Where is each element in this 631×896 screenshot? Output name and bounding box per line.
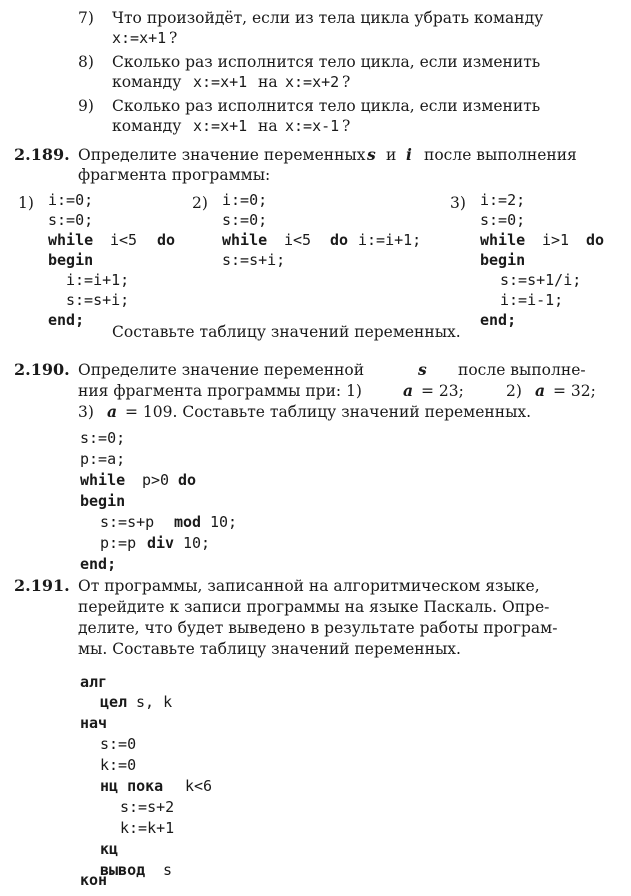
question-9-code-from: x:=x+1	[193, 117, 248, 135]
program-1-label: 1)	[18, 194, 34, 212]
task-2-189-line-2: фрагмента программы:	[78, 166, 271, 184]
program-3-end-keyword: end;	[480, 311, 517, 329]
question-9-word-to: на	[258, 117, 278, 135]
program-3-label: 3)	[450, 194, 466, 212]
task-2-191-line-3: делите, что будет выведено в результате работы програм-	[78, 619, 558, 637]
task-2-190-while-keyword: while	[80, 471, 126, 489]
task-2-190-value-1: = 23;	[421, 382, 464, 400]
task-2-190-label-3: 3)	[78, 403, 94, 421]
program-3-body-1: s:=s+1/i;	[500, 271, 582, 289]
program-1-body-2: s:=s+i;	[66, 291, 130, 309]
task-2-189-var-s: s	[367, 145, 376, 164]
program-3-body-2: i:=i-1;	[500, 291, 564, 309]
kc-keyword: кц	[100, 840, 119, 858]
question-9-word: команду	[112, 117, 182, 135]
program-3-begin-keyword: begin	[480, 251, 526, 269]
task-2-189-text-e: после выполнения	[424, 146, 577, 164]
cel-vars: s, k	[136, 693, 173, 711]
program-2-do-keyword: do	[330, 231, 349, 249]
task-2-190-var-a-2: a	[535, 381, 546, 400]
program-1-begin-keyword: begin	[48, 251, 94, 269]
program-3-while-keyword: while	[480, 231, 526, 249]
task-2-190-number: 2.190.	[14, 360, 70, 379]
program-1-do-keyword: do	[157, 231, 176, 249]
task-2-190-body-1a: s:=s+p	[100, 513, 155, 531]
question-7-mark: ?	[169, 29, 178, 47]
vyvod-argument: s	[163, 861, 173, 879]
task-2-190-body-2c: 10;	[183, 534, 211, 552]
program-2-while-keyword: while	[222, 231, 268, 249]
task-2-190-text-a: Определите значение переменной	[78, 361, 365, 379]
code-s-increment: s:=s+2	[120, 798, 175, 816]
task-2-190-body-1c: 10;	[210, 513, 238, 531]
task-2-190-do-keyword: do	[178, 471, 197, 489]
task-2-190-code-1: s:=0;	[80, 429, 126, 447]
nach-keyword: нач	[80, 714, 108, 732]
program-2-label: 2)	[192, 194, 208, 212]
program-1-body-1: i:=i+1;	[66, 271, 130, 289]
program-3-line-2: s:=0;	[480, 211, 526, 229]
program-2-while-body: i:=i+1;	[358, 231, 422, 249]
program-1-while-keyword: while	[48, 231, 94, 249]
program-2-after: s:=s+i;	[222, 251, 286, 269]
question-9-mark: ?	[342, 117, 351, 135]
question-9-code-to: x:=x-1	[285, 117, 340, 135]
vyvod-keyword: вывод	[100, 861, 146, 879]
task-2-190-text-l2a: ния фрагмента программы при: 1)	[78, 382, 362, 400]
question-8-line-1: Сколько раз исполнится тело цикла, если изменить	[112, 53, 541, 71]
program-1-line-1: i:=0;	[48, 191, 94, 209]
task-2-190-div-keyword: div	[147, 534, 175, 552]
code-k-increment: k:=k+1	[120, 819, 175, 837]
task-2-191-line-4: мы. Составьте таблицу значений переменных.	[78, 640, 461, 658]
code-k-init: k:=0	[100, 756, 137, 774]
program-3-do-keyword: do	[586, 231, 605, 249]
program-2-while-condition: i<5	[284, 231, 312, 249]
task-2-191-line-2: перейдите к записи программы на языке Паскаль. Опре-	[78, 598, 550, 616]
nc-condition: k<6	[185, 777, 213, 795]
question-9-number: 9)	[78, 97, 94, 115]
task-2-190-mod-keyword: mod	[174, 513, 202, 531]
program-2-line-1: i:=0;	[222, 191, 268, 209]
task-2-191-number: 2.191.	[14, 576, 70, 595]
task-2-189-var-i: i	[406, 145, 412, 164]
task-2-190-var-a-1: a	[403, 381, 414, 400]
task-2-189-text-and: и	[386, 146, 397, 164]
program-1-line-2: s:=0;	[48, 211, 94, 229]
question-8-code-from: x:=x+1	[193, 73, 248, 91]
task-2-189-footer: Составьте таблицу значений переменных.	[112, 323, 461, 341]
program-1-while-condition: i<5	[110, 231, 138, 249]
program-1-end-keyword: end;	[48, 311, 85, 329]
task-2-190-code-2: p:=a;	[80, 450, 126, 468]
task-2-189-number: 2.189.	[14, 145, 70, 164]
task-2-190-while-condition: p>0	[142, 471, 170, 489]
program-2-line-2: s:=0;	[222, 211, 268, 229]
question-8-word-to: на	[258, 73, 278, 91]
task-2-190-text-c: после выполне-	[458, 361, 586, 379]
alg-keyword: алг	[80, 673, 108, 691]
cel-keyword: цел	[100, 693, 128, 711]
task-2-190-begin-keyword: begin	[80, 492, 126, 510]
program-3-line-1: i:=2;	[480, 191, 526, 209]
task-2-190-label-2: 2)	[506, 382, 522, 400]
question-7-line-1: Что произойдёт, если из тела цикла убрать команду	[112, 9, 544, 27]
task-2-191-line-1: От программы, записанной на алгоритмическом языке,	[78, 577, 540, 595]
nc-poka-keyword: нц пока	[100, 777, 164, 795]
program-3-while-condition: i>1	[542, 231, 570, 249]
task-2-190-value-3: = 109. Составьте таблицу значений переменных.	[125, 403, 532, 421]
code-s-init: s:=0	[100, 735, 137, 753]
task-2-189-text-a: Определите значение переменных	[78, 146, 366, 164]
task-2-190-var-s: s	[418, 360, 427, 379]
question-8-number: 8)	[78, 53, 94, 71]
task-2-190-var-a-3: a	[107, 402, 118, 421]
question-7-code: x:=x+1	[112, 29, 167, 47]
question-7-number: 7)	[78, 9, 94, 27]
question-8-code-to: x:=x+2	[285, 73, 340, 91]
task-2-190-body-2a: p:=p	[100, 534, 137, 552]
task-2-190-value-2: = 32;	[553, 382, 596, 400]
question-8-mark: ?	[342, 73, 351, 91]
task-2-190-end-keyword: end;	[80, 555, 117, 573]
kon-keyword: кон	[80, 871, 108, 889]
question-9-line-1: Сколько раз исполнится тело цикла, если изменить	[112, 97, 541, 115]
question-8-word: команду	[112, 73, 182, 91]
